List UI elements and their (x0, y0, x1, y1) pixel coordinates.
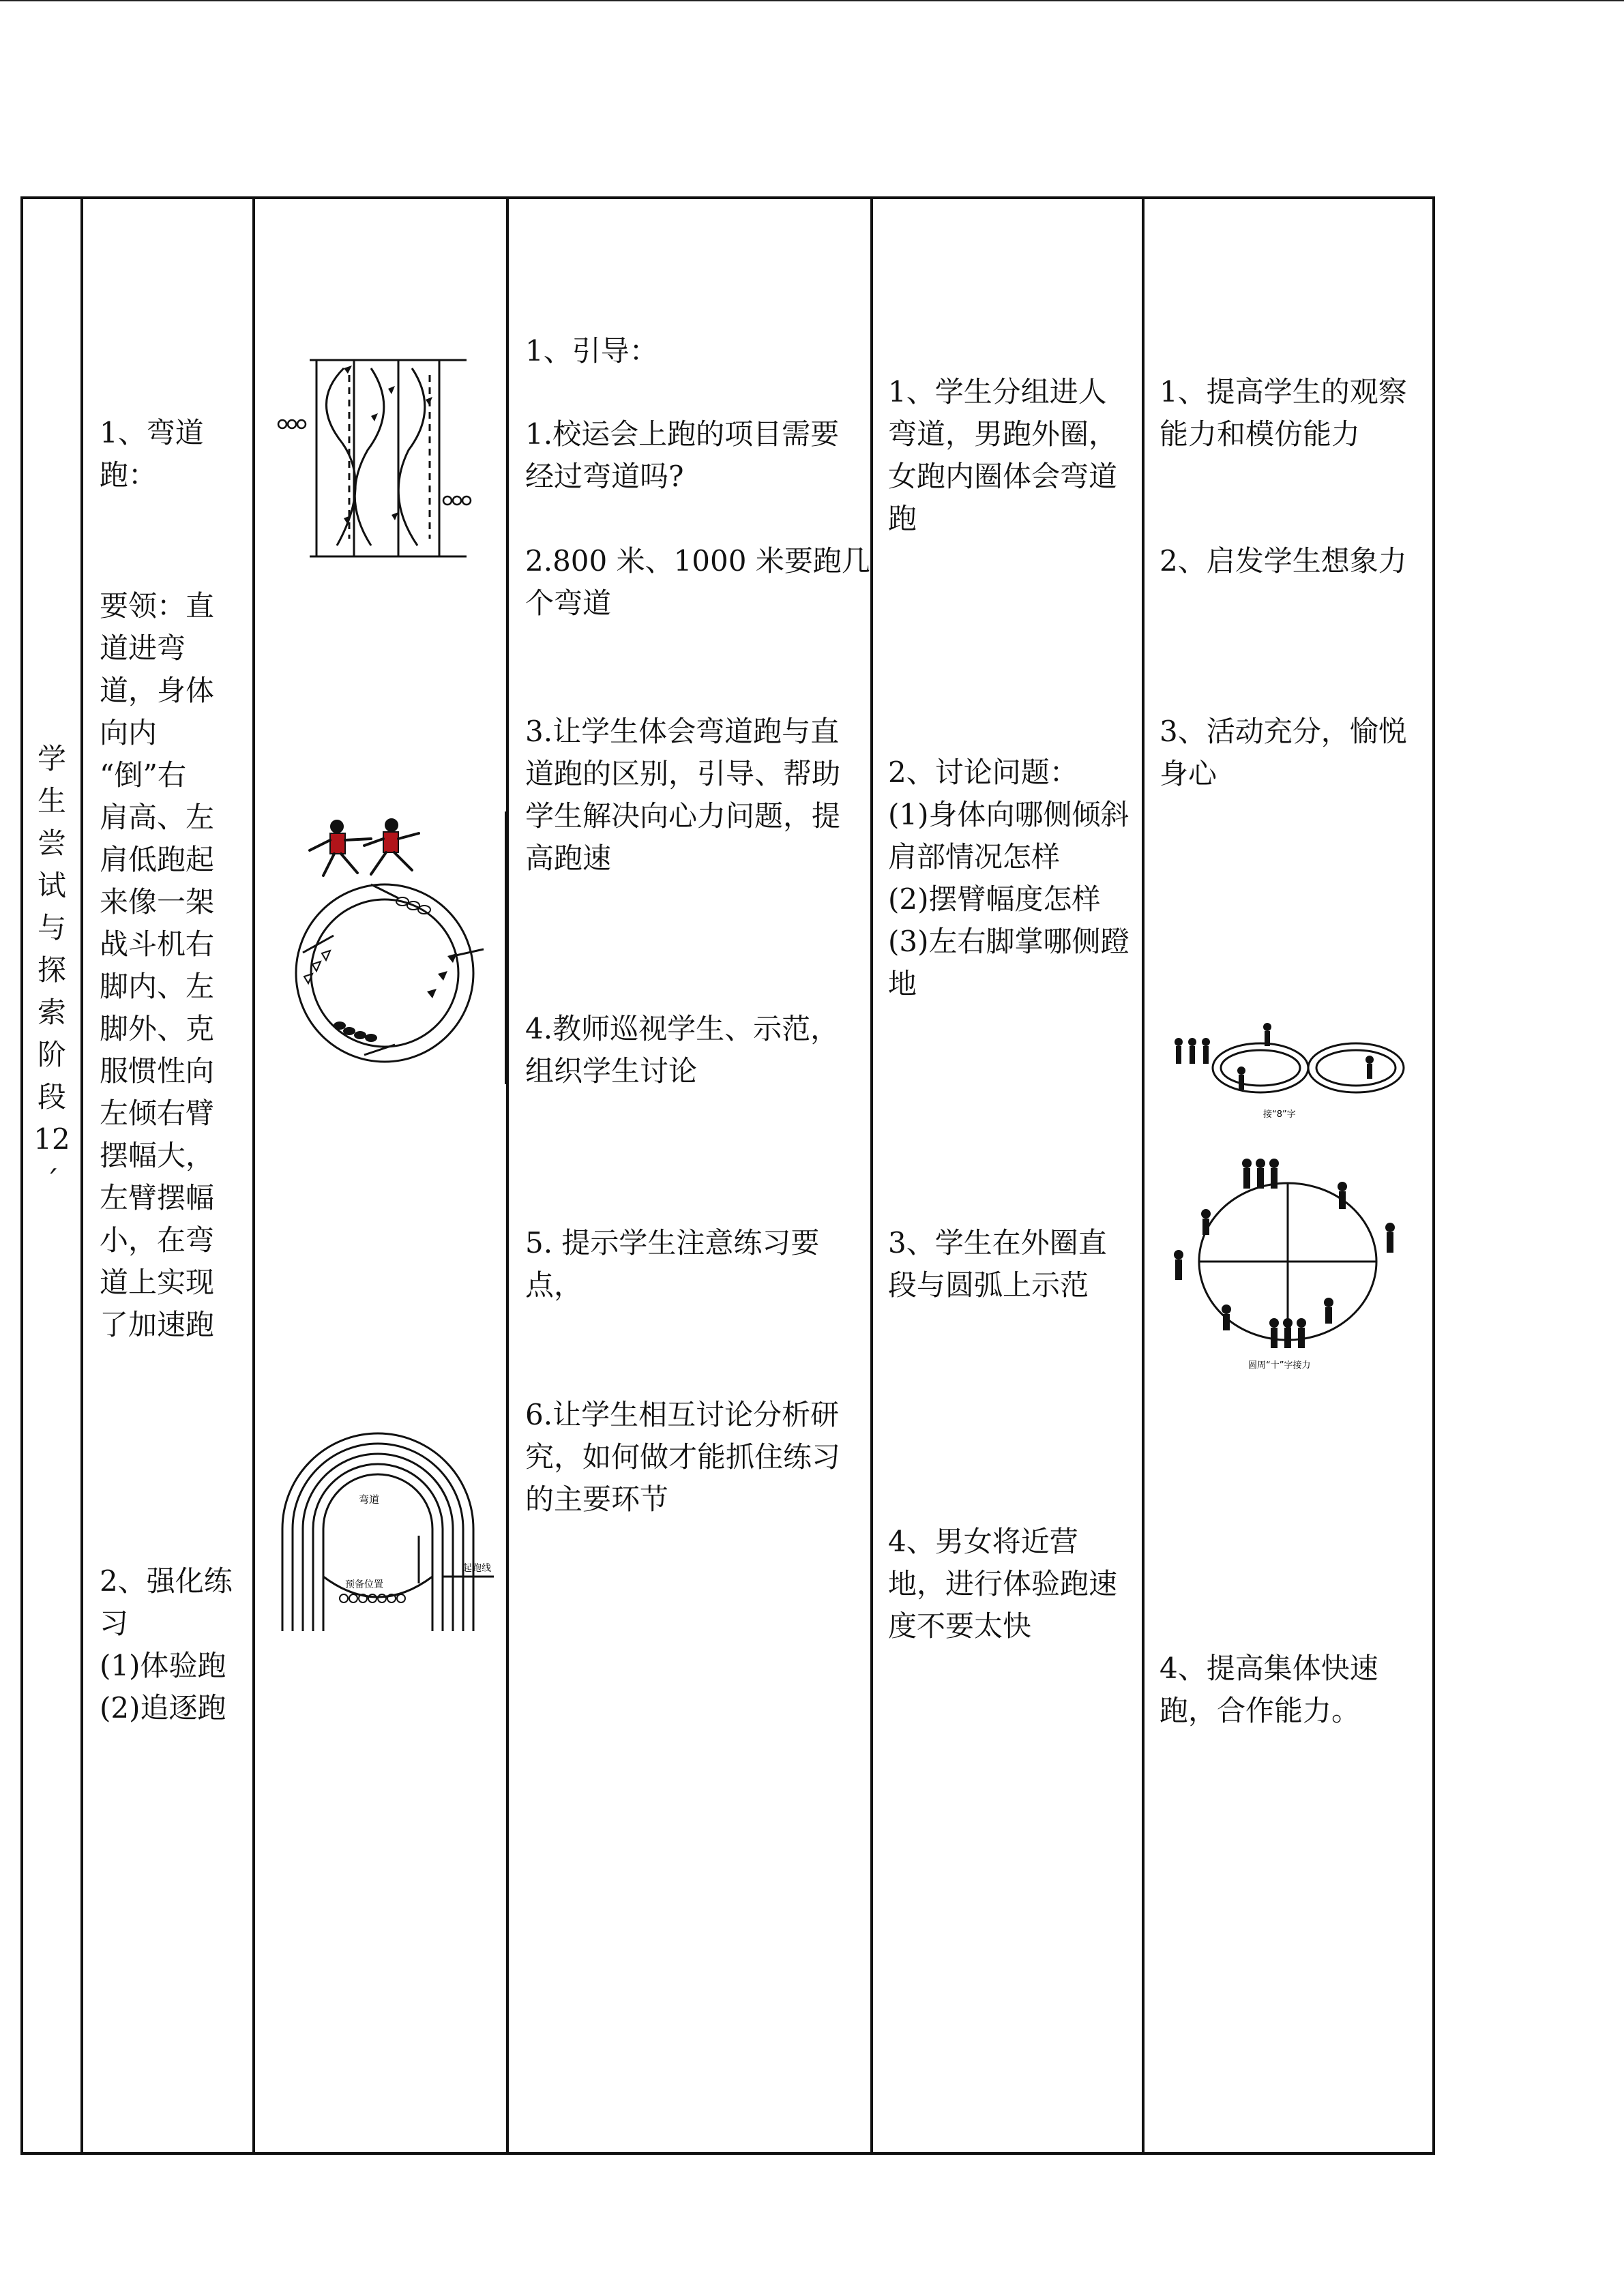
lesson-plan-table (20, 196, 1435, 2155)
student-activity-3: 3、学生在外圈直 段与圆弧上示范 (888, 1226, 1107, 1302)
teacher-step-6: 6.让学生相互讨论分析研 究，如何做才能抓住练习 的主要环节 (525, 1398, 841, 1516)
figure-eight-caption: 接“8”字 (1263, 1109, 1296, 1120)
track-inner-label: 弯道 (359, 1493, 380, 1506)
track-start-label: 起跑线 (462, 1563, 491, 1574)
content-cell (82, 198, 254, 2153)
teacher-guide-heading: 1、引导： (525, 334, 658, 368)
figure-eight-relay-diagram (1165, 1015, 1411, 1124)
item-curve-running: 1、弯道 跑： (100, 416, 204, 492)
student-activity-4: 4、男女将近营 地，进行体验跑速 度不要太快 (888, 1525, 1118, 1643)
goal-3: 3、活动充分，愉悦 身心 (1160, 715, 1407, 790)
stage-label: 学 生 尝 试 与 探 索 阶 段 12 ´ (33, 742, 70, 1198)
student-activity-1: 1、学生分组进人 弯道，男跑外圈， 女跑内圈体会弯道 跑 (888, 375, 1118, 535)
key-points-text: 要领：直 道进弯 道，身体 向内 “倒”右 肩高、左 肩低跑起 来像一架 战斗机右 脚内、左 脚外、克 服惯性向 左倾右臂 摆幅大， 左臂摆幅 小，在弯 道上实现 了加速跑 (100, 589, 215, 1341)
goal-4: 4、提高集体快速 跑，合作能力。 (1160, 1652, 1378, 1727)
circle-cross-caption: 圆周“十”字接力 (1248, 1360, 1311, 1371)
student-activity-2: 2、讨论问题： (1)身体向哪侧倾斜 肩部情况怎样 (2)摆臂幅度怎样 (3)左右脚掌哪侧蹬 地 (888, 756, 1130, 1000)
page-top-rule (0, 0, 1624, 1)
student-cell (872, 198, 1143, 2153)
stage-cell (22, 198, 82, 2153)
track-prep-label: 预备位置 (345, 1579, 383, 1590)
teacher-step-3: 3.让学生体会弯道跑与直 道跑的区别，引导、帮助 学生解决向心力问题，提 高跑速 (525, 715, 841, 875)
circular-track-runners-diagram (269, 813, 501, 1065)
teacher-question-2: 2.800 米、1000 米要跑几 个弯道 (525, 544, 870, 620)
goals-cell (1143, 198, 1434, 2153)
lane-drill-diagram (269, 348, 473, 566)
circle-cross-relay-diagram (1165, 1146, 1411, 1377)
teacher-question-1: 1.校运会上跑的项目需要 经过弯道吗? (525, 417, 840, 493)
teacher-cell-inner-rule (505, 811, 507, 1084)
teacher-step-4: 4.教师巡视学生、示范， 组织学生讨论 (525, 1012, 840, 1088)
track-start-line-diagram (269, 1427, 501, 1645)
teacher-cell (507, 198, 872, 2153)
diagram-cell (254, 198, 507, 2153)
item-intensive-practice: 2、强化练 习 (1)体验跑 (2)追逐跑 (100, 1564, 233, 1725)
goal-2: 2、启发学生想象力 (1160, 544, 1407, 578)
teacher-step-5: 5. 提示学生注意练习要 点， (525, 1226, 820, 1302)
goal-1: 1、提高学生的观察 能力和模仿能力 (1160, 375, 1407, 451)
